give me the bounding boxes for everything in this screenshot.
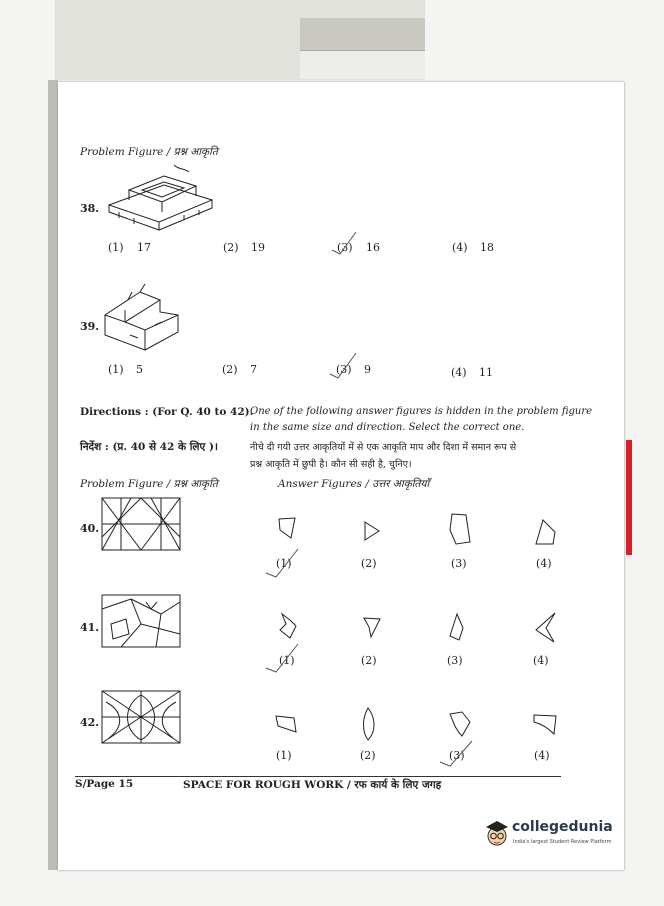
directions-text-en-1: One of the following answer figures is hidden in the problem figure: [250, 406, 593, 417]
q42-answer-1-label: (1): [276, 749, 292, 762]
page-edge: [48, 80, 58, 870]
q40-answer-2-label: (2): [361, 557, 377, 570]
q40-answer-2-figure: [362, 520, 382, 542]
q41-answer-4-label: (4): [533, 654, 549, 667]
q38-tick-mark: [330, 230, 360, 258]
q38-option-1-value: 17: [137, 241, 151, 254]
logo-tagline: India's largest Student Review Platform: [513, 839, 612, 845]
question-38-number: 38.: [80, 202, 100, 215]
question-41-number: 41.: [80, 621, 100, 634]
q39-option-1-label: (1): [108, 363, 124, 376]
q39-option-4-label: (4): [451, 366, 467, 379]
q38-option-2-value: 19: [251, 241, 265, 254]
q38-option-2-label: (2): [223, 241, 239, 254]
q39-option-2-label: (2): [222, 363, 238, 376]
q42-answer-2-figure: [358, 706, 378, 742]
q42-answer-3-label: (3): [449, 749, 465, 762]
footer-rule: [75, 776, 561, 777]
directions-text-hi-1: नीचे दी गयी उत्तर आकृतियों में से एक आकृति माप और दिशा में समान रूप से: [250, 442, 517, 453]
q42-answer-4-figure: [532, 712, 558, 736]
q40-answer-1-label: (1): [276, 557, 292, 570]
answer-figures-label: Answer Figures / उत्तर आकृतियाँ: [278, 478, 430, 490]
q41-answer-4-figure: [532, 610, 558, 644]
q40-tick-mark: [264, 545, 300, 579]
q38-problem-figure: [104, 160, 216, 234]
q41-answer-2-figure: [361, 615, 383, 639]
q39-tick-mark: [328, 350, 360, 382]
q42-answer-2-label: (2): [360, 749, 376, 762]
q38-option-3-label: (3): [337, 241, 353, 254]
q39-option-2-value: 7: [250, 363, 257, 376]
problem-figure-label-2: Problem Figure / प्रश्न आकृति: [80, 478, 218, 490]
q40-answer-4-figure: [533, 518, 557, 546]
q39-option-3-label: (3): [336, 363, 352, 376]
q38-option-4-label: (4): [452, 241, 468, 254]
q40-answer-3-label: (3): [451, 557, 467, 570]
q41-answer-3-label: (3): [447, 654, 463, 667]
q38-option-4-value: 18: [480, 241, 494, 254]
page-number: S/Page 15: [75, 778, 134, 790]
problem-figure-label: Problem Figure / प्रश्न आकृति: [80, 146, 218, 158]
q38-option-3-value: 16: [366, 241, 380, 254]
q40-answer-1-figure: [277, 516, 299, 542]
q39-option-1-value: 5: [136, 363, 143, 376]
q39-option-3-value: 9: [364, 363, 371, 376]
logo-name: collegedunia: [512, 819, 613, 835]
q41-answer-1-figure: [276, 612, 300, 640]
directions-label-en: Directions : (For Q. 40 to 42).: [80, 406, 254, 418]
q41-answer-2-label: (2): [361, 654, 377, 667]
q42-problem-figure: [101, 690, 181, 744]
rough-work-label: SPACE FOR ROUGH WORK / रफ कार्य के लिए जगह: [183, 779, 442, 791]
q40-answer-4-label: (4): [536, 557, 552, 570]
question-39-number: 39.: [80, 320, 100, 333]
red-mark: [626, 440, 632, 555]
q41-answer-3-figure: [447, 612, 467, 642]
q41-answer-1-label: (1): [279, 654, 295, 667]
question-40-number: 40.: [80, 522, 100, 535]
scanner-top-strip: [55, 0, 425, 80]
q40-problem-figure: [101, 497, 181, 551]
q40-answer-3-figure: [448, 512, 472, 546]
q42-tick-mark: [438, 738, 474, 768]
q39-option-4-value: 11: [479, 366, 493, 379]
directions-text-en-2: in the same size and direction. Select the correct one.: [250, 422, 525, 433]
collegedunia-logo: [484, 816, 613, 856]
q42-answer-4-label: (4): [534, 749, 550, 762]
q41-problem-figure: [101, 594, 181, 648]
q38-option-1-label: (1): [108, 241, 124, 254]
q42-answer-3-figure: [446, 710, 472, 738]
q41-tick-mark: [264, 640, 300, 674]
q39-problem-figure: [100, 280, 182, 352]
mascot-icon: [484, 818, 510, 852]
question-42-number: 42.: [80, 716, 100, 729]
directions-label-hi: निर्देश : (प्र. 40 से 42 के लिए )।: [80, 441, 218, 453]
q42-answer-1-figure: [274, 712, 298, 734]
directions-text-hi-2: प्रश्न आकृति में छुपी है। कौन सी सही है, चुनिए।: [250, 459, 412, 470]
